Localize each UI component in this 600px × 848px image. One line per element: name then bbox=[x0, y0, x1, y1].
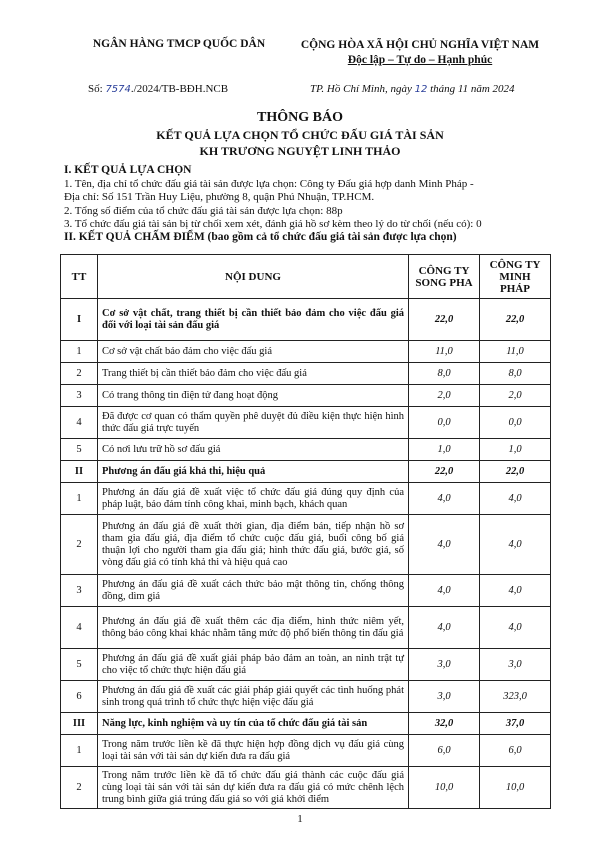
place-suffix: tháng 11 năm 2024 bbox=[427, 83, 515, 95]
cell-content: Đã được cơ quan có thẩm quyền phê duyệt đủ điều kiện thực hiện hình thức đấu giá trực tuyến bbox=[98, 407, 409, 439]
cell-tt: II bbox=[61, 461, 98, 483]
place-prefix: TP. Hồ Chí Minh, ngày bbox=[310, 83, 415, 95]
cell-tt: III bbox=[61, 713, 98, 735]
handwritten-number: 7574 bbox=[105, 84, 131, 95]
cell-song-pha: 4,0 bbox=[409, 515, 480, 575]
section1-line3: 2. Tổng số điểm của tổ chức đấu giá tài sản được lựa chọn: 88p bbox=[64, 205, 343, 217]
table-row bbox=[61, 575, 551, 607]
cell-content: Phương án đấu giá đề xuất thời gian, địa điểm bán, tiếp nhận hồ sơ tham gia đấu giá, địa điểm tổ chức cuộc đấu giá, buổi công bố giá thuận lợi cho người tham gia đấu giá; hình thức đấu giá, bước giá, số vòng đấu giá có tính khả thi và hiệu quả cao bbox=[98, 515, 409, 575]
table-header-row bbox=[61, 255, 551, 299]
cell-tt: 2 bbox=[61, 363, 98, 385]
cell-minh-phap: 8,0 bbox=[480, 363, 551, 385]
cell-minh-phap: 4,0 bbox=[480, 607, 551, 649]
cell-tt: 1 bbox=[61, 735, 98, 767]
cell-content: Phương án đấu giá đề xuất việc tổ chức đấu giá đúng quy định của pháp luật, bảo đảm tính công khai, minh bạch, khách quan bbox=[98, 483, 409, 515]
cell-song-pha: 1,0 bbox=[409, 439, 480, 461]
table-row bbox=[61, 483, 551, 515]
table-row bbox=[61, 767, 551, 809]
header-tt: TT bbox=[61, 255, 98, 299]
header-col1: CÔNG TY SONG PHA bbox=[409, 255, 480, 299]
header-content: NỘI DUNG bbox=[98, 255, 409, 299]
cell-song-pha: 10,0 bbox=[409, 767, 480, 809]
cell-tt: 5 bbox=[61, 649, 98, 681]
section1-line2: Địa chỉ: Số 151 Trần Huy Liệu, phường 8, quận Phú Nhuận, TP.HCM. bbox=[64, 191, 375, 203]
cell-tt: I bbox=[61, 299, 98, 341]
cell-content: Trong năm trước liền kề đã tổ chức đấu giá thành các cuộc đấu giá cùng loại tài sản với tài sản dự kiến đưa ra đấu giá có mức chênh lệch trung bình giữa giá trúng đấu giá so với giá khởi điểm bbox=[98, 767, 409, 809]
table-row bbox=[61, 515, 551, 575]
cell-tt: 1 bbox=[61, 341, 98, 363]
cell-tt: 4 bbox=[61, 407, 98, 439]
table-group-row bbox=[61, 461, 551, 483]
header-col2: CÔNG TY MINH PHÁP bbox=[480, 255, 551, 299]
table-group-row bbox=[61, 713, 551, 735]
cell-minh-phap: 3,0 bbox=[480, 649, 551, 681]
cell-minh-phap: 22,0 bbox=[480, 299, 551, 341]
cell-content: Có trang thông tin điện tử đang hoạt động bbox=[98, 385, 409, 407]
cell-tt: 4 bbox=[61, 607, 98, 649]
cell-song-pha: 6,0 bbox=[409, 735, 480, 767]
cell-tt: 2 bbox=[61, 767, 98, 809]
cell-song-pha: 3,0 bbox=[409, 681, 480, 713]
country-name: CỘNG HÒA XÃ HỘI CHỦ NGHĨA VIỆT NAM bbox=[300, 39, 540, 51]
cell-minh-phap: 4,0 bbox=[480, 575, 551, 607]
cell-tt: 2 bbox=[61, 515, 98, 575]
cell-content: Phương án đấu giá đề xuất thêm các địa điểm, hình thức niêm yết, thông báo công khai khác nhằm tăng mức độ phổ biến thông tin đấu giá bbox=[98, 607, 409, 649]
table-group-row bbox=[61, 299, 551, 341]
cell-content: Phương án đấu giá đề xuất giải pháp bảo đảm an toàn, an ninh trật tự cho việc tổ chức thực hiện đấu giá bbox=[98, 649, 409, 681]
cell-minh-phap: 37,0 bbox=[480, 713, 551, 735]
cell-minh-phap: 4,0 bbox=[480, 515, 551, 575]
cell-content: Phương án đấu giá đề xuất các giải pháp giải quyết các tình huống phát sinh trong quá trình tổ chức thực hiện việc đấu giá bbox=[98, 681, 409, 713]
cell-content: Trong năm trước liền kề đã thực hiện hợp đồng dịch vụ đấu giá cùng loại tài sản với tài sản dự kiến đưa ra đấu giá bbox=[98, 735, 409, 767]
table-row bbox=[61, 385, 551, 407]
doc-title: THÔNG BÁO bbox=[257, 110, 343, 125]
cell-minh-phap: 22,0 bbox=[480, 461, 551, 483]
cell-content: Cơ sở vật chất bảo đảm cho việc đấu giá bbox=[98, 341, 409, 363]
table-row bbox=[61, 735, 551, 767]
cell-content: Cơ sở vật chất, trang thiết bị cần thiết bảo đảm cho việc đấu giá đối với loại tài sản đấu giá bbox=[98, 299, 409, 341]
cell-song-pha: 22,0 bbox=[409, 461, 480, 483]
cell-tt: 1 bbox=[61, 483, 98, 515]
cell-minh-phap: 323,0 bbox=[480, 681, 551, 713]
table-row bbox=[61, 341, 551, 363]
cell-song-pha: 0,0 bbox=[409, 407, 480, 439]
cell-tt: 5 bbox=[61, 439, 98, 461]
section1-line1: 1. Tên, địa chỉ tổ chức đấu giá tài sản được lựa chọn: Công ty Đấu giá hợp danh Minh Pháp - bbox=[64, 178, 474, 190]
doc-subtitle-customer: KH TRƯƠNG NGUYỆT LINH THẢO bbox=[199, 144, 401, 158]
cell-content: Phương án đấu giá đề xuất cách thức bảo mật thông tin, chống thông đồng, dìm giá bbox=[98, 575, 409, 607]
national-motto: Độc lập – Tự do – Hạnh phúc bbox=[347, 54, 493, 66]
cell-tt: 3 bbox=[61, 385, 98, 407]
cell-minh-phap: 1,0 bbox=[480, 439, 551, 461]
table-row bbox=[61, 439, 551, 461]
cell-minh-phap: 11,0 bbox=[480, 341, 551, 363]
cell-minh-phap: 0,0 bbox=[480, 407, 551, 439]
table-row bbox=[61, 363, 551, 385]
place-date bbox=[310, 83, 515, 95]
cell-content: Năng lực, kinh nghiệm và uy tín của tổ chức đấu giá tài sản bbox=[98, 713, 409, 735]
doc-subtitle: KẾT QUẢ LỰA CHỌN TỔ CHỨC ĐẤU GIÁ TÀI SẢN bbox=[156, 128, 444, 142]
table-row bbox=[61, 681, 551, 713]
number-suffix: ./2024/TB-BĐH.NCB bbox=[130, 83, 229, 95]
cell-song-pha: 4,0 bbox=[409, 607, 480, 649]
table-row bbox=[61, 649, 551, 681]
cell-song-pha: 22,0 bbox=[409, 299, 480, 341]
cell-content: Trang thiết bị cần thiết bảo đảm cho việc đấu giá bbox=[98, 363, 409, 385]
cell-song-pha: 11,0 bbox=[409, 341, 480, 363]
page-number: 1 bbox=[297, 813, 303, 825]
document-number bbox=[88, 83, 228, 95]
cell-song-pha: 4,0 bbox=[409, 483, 480, 515]
cell-minh-phap: 4,0 bbox=[480, 483, 551, 515]
cell-song-pha: 4,0 bbox=[409, 575, 480, 607]
cell-minh-phap: 10,0 bbox=[480, 767, 551, 809]
cell-song-pha: 32,0 bbox=[409, 713, 480, 735]
table-row bbox=[61, 607, 551, 649]
cell-song-pha: 3,0 bbox=[409, 649, 480, 681]
number-prefix: Số: bbox=[88, 83, 106, 95]
cell-minh-phap: 2,0 bbox=[480, 385, 551, 407]
section1-heading: I. KẾT QUẢ LỰA CHỌN bbox=[64, 164, 192, 176]
cell-content: Có nơi lưu trữ hồ sơ đấu giá bbox=[98, 439, 409, 461]
bank-name: NGÂN HÀNG TMCP QUỐC DÂN bbox=[92, 38, 266, 50]
cell-song-pha: 8,0 bbox=[409, 363, 480, 385]
section1-line4: 3. Tổ chức đấu giá tài sản bị từ chối xem xét, đánh giá hồ sơ kèm theo lý do từ chối (nếu có): 0 bbox=[64, 218, 482, 230]
cell-content: Phương án đấu giá khả thi, hiệu quả bbox=[98, 461, 409, 483]
national-header bbox=[285, 38, 555, 68]
scoring-table bbox=[60, 254, 551, 809]
cell-tt: 6 bbox=[61, 681, 98, 713]
cell-tt: 3 bbox=[61, 575, 98, 607]
handwritten-day: 12 bbox=[414, 84, 428, 95]
cell-minh-phap: 6,0 bbox=[480, 735, 551, 767]
table-row bbox=[61, 407, 551, 439]
table-body bbox=[61, 299, 551, 809]
section2-heading: II. KẾT QUẢ CHẤM ĐIỂM (bao gồm cả tổ chức đấu giá tài sản được lựa chọn) bbox=[64, 231, 457, 243]
cell-song-pha: 2,0 bbox=[409, 385, 480, 407]
